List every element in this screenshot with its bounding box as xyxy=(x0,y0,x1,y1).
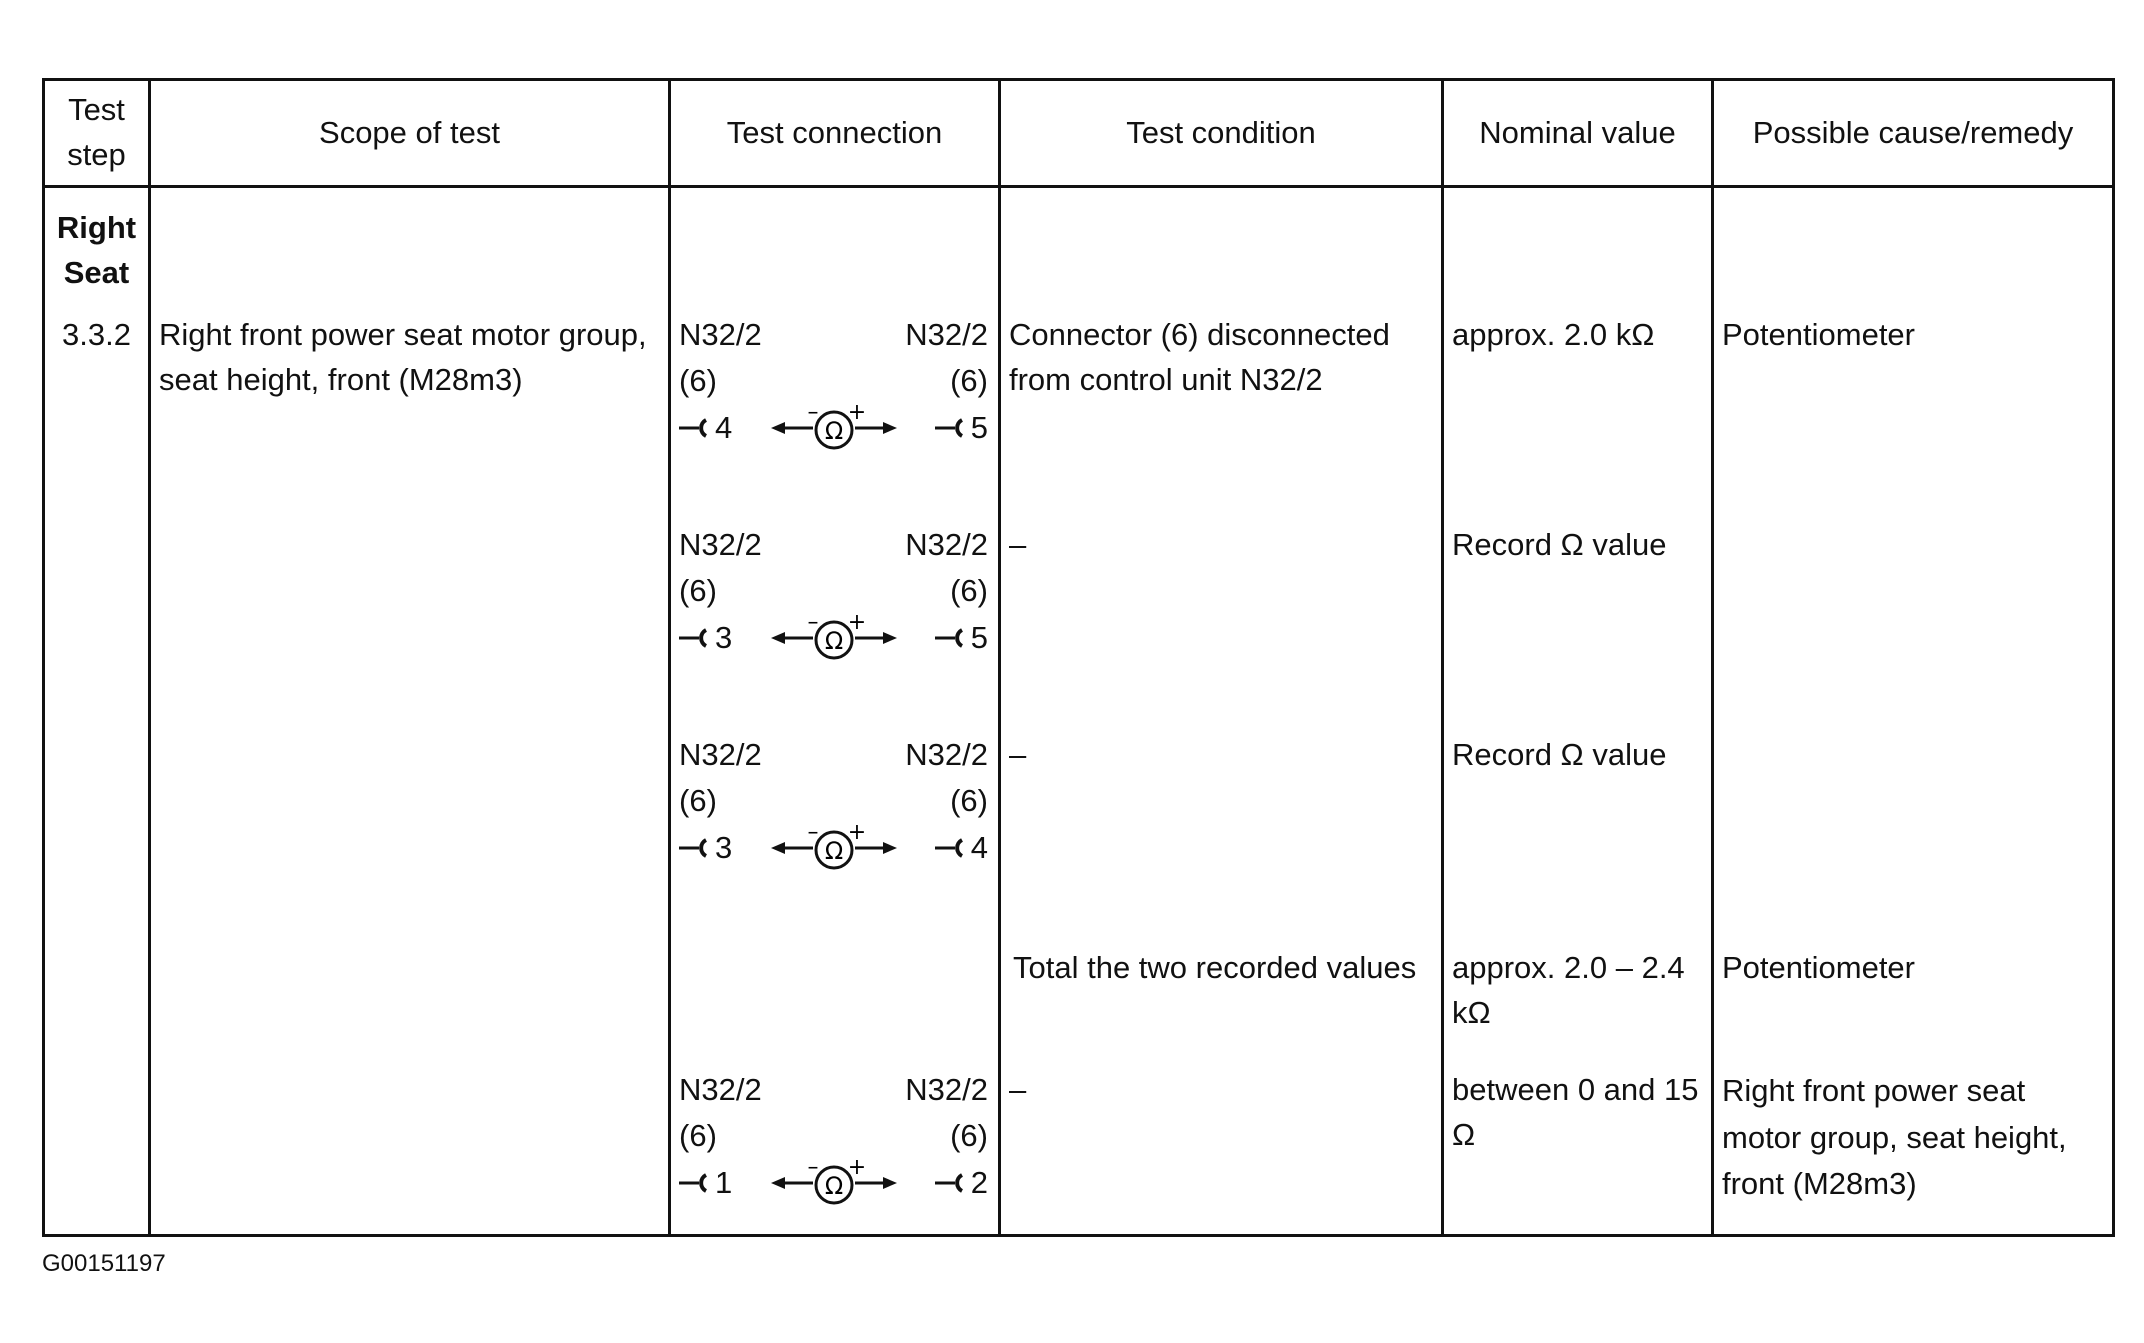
meter-plus: + xyxy=(847,1160,866,1180)
header-connection: Test connection xyxy=(670,80,1000,187)
figure-id: G00151197 xyxy=(42,1250,166,1277)
section-line1: Right xyxy=(56,210,137,245)
right-pin-number: 5 xyxy=(970,409,988,445)
right-pin-number: 2 xyxy=(970,1164,988,1200)
right-component-label: N32/2 xyxy=(905,317,988,352)
connector-socket-icon xyxy=(935,1168,965,1198)
nominal-1: approx. 2.0 kΩ xyxy=(1452,317,1655,352)
connector-socket-icon xyxy=(679,1168,709,1198)
header-cause: Possible cause/remedy xyxy=(1713,80,2114,187)
left-pin-number: 4 xyxy=(715,409,733,445)
header-condition: Test condition xyxy=(1000,80,1443,187)
meter-minus: – xyxy=(807,825,818,845)
nominal-2: Record Ω value xyxy=(1452,527,1667,562)
right-component-label: N32/2 xyxy=(905,527,988,562)
condition-3: – xyxy=(1009,737,1027,772)
connector-socket-icon xyxy=(679,413,709,443)
nominal-4: approx. 2.0 – 2.4 kΩ xyxy=(1452,950,1685,1030)
right-connector-label: (6) xyxy=(950,573,988,608)
header-test-step: Test step xyxy=(44,80,150,187)
condition-cell xyxy=(1000,187,1443,1236)
right-pin xyxy=(935,616,988,661)
right-pin-number: 4 xyxy=(970,829,988,865)
condition-2: – xyxy=(1009,527,1027,562)
test-connection-diagram xyxy=(679,1068,988,1208)
meter-minus: – xyxy=(807,615,818,635)
meter-plus: + xyxy=(847,825,866,845)
right-pin-number: 5 xyxy=(970,619,988,655)
step-cell xyxy=(44,187,150,1236)
left-connector-label: (6) xyxy=(679,363,717,398)
left-pin xyxy=(679,616,732,661)
right-pin xyxy=(935,406,988,451)
meter-plus: + xyxy=(847,615,866,635)
meter-omega: Ω xyxy=(824,837,843,865)
left-pin xyxy=(679,1161,732,1206)
left-pin-number: 3 xyxy=(715,619,733,655)
meter-omega: Ω xyxy=(824,1172,843,1200)
header-scope: Scope of test xyxy=(150,80,670,187)
condition-1: Connector (6) disconnected from control unit N32/2 xyxy=(1009,317,1390,397)
ohmmeter-icon xyxy=(769,615,899,661)
test-connection-diagram xyxy=(679,313,988,453)
nominal-3: Record Ω value xyxy=(1452,737,1667,772)
nominal-cell xyxy=(1443,187,1713,1236)
connector-socket-icon xyxy=(935,413,965,443)
left-pin-number: 3 xyxy=(715,829,733,865)
left-component-label: N32/2 xyxy=(679,1072,762,1107)
left-connector-label: (6) xyxy=(679,573,717,608)
connector-socket-icon xyxy=(935,623,965,653)
test-connection-diagram xyxy=(679,733,988,873)
ohmmeter-icon xyxy=(769,825,899,871)
cause-5: Right front power seat motor group, seat height, front (M28m3) xyxy=(1722,1073,2067,1201)
section-heading xyxy=(49,206,144,296)
connection-cell xyxy=(670,187,1000,1236)
connector-socket-icon xyxy=(679,833,709,863)
left-pin xyxy=(679,826,732,871)
left-connector-label: (6) xyxy=(679,783,717,818)
left-pin xyxy=(679,406,732,451)
condition-5: – xyxy=(1009,1072,1027,1107)
left-connector-label: (6) xyxy=(679,1118,717,1153)
ohmmeter-icon xyxy=(769,1160,899,1206)
right-connector-label: (6) xyxy=(950,1118,988,1153)
connector-socket-icon xyxy=(679,623,709,653)
test-table xyxy=(42,78,2115,1237)
table-row xyxy=(44,187,2114,1236)
right-connector-label: (6) xyxy=(950,363,988,398)
section-line2: Seat xyxy=(63,254,130,290)
test-connection-diagram xyxy=(679,523,988,663)
header-row xyxy=(44,80,2114,187)
meter-minus: – xyxy=(807,1160,818,1180)
left-pin-number: 1 xyxy=(715,1164,733,1200)
nominal-5: between 0 and 15 Ω xyxy=(1452,1072,1699,1152)
meter-plus: + xyxy=(847,405,866,425)
cause-4: Potentiometer xyxy=(1722,950,1915,985)
step-number: 3.3.2 xyxy=(62,317,131,352)
scope-cell xyxy=(150,187,670,1236)
meter-omega: Ω xyxy=(824,627,843,655)
left-component-label: N32/2 xyxy=(679,317,762,352)
right-component-label: N32/2 xyxy=(905,1072,988,1107)
left-component-label: N32/2 xyxy=(679,527,762,562)
cause-1: Potentiometer xyxy=(1722,317,1915,352)
meter-omega: Ω xyxy=(824,417,843,445)
ohmmeter-icon xyxy=(769,405,899,451)
header-nominal: Nominal value xyxy=(1443,80,1713,187)
left-component-label: N32/2 xyxy=(679,737,762,772)
right-component-label: N32/2 xyxy=(905,737,988,772)
scope-text: Right front power seat motor group, seat height, front (M28m3) xyxy=(159,317,647,397)
right-pin xyxy=(935,1161,988,1206)
meter-minus: – xyxy=(807,405,818,425)
condition-4: Total the two recorded values xyxy=(1013,950,1417,985)
connector-socket-icon xyxy=(935,833,965,863)
right-connector-label: (6) xyxy=(950,783,988,818)
right-pin xyxy=(935,826,988,871)
cause-cell xyxy=(1713,187,2114,1236)
